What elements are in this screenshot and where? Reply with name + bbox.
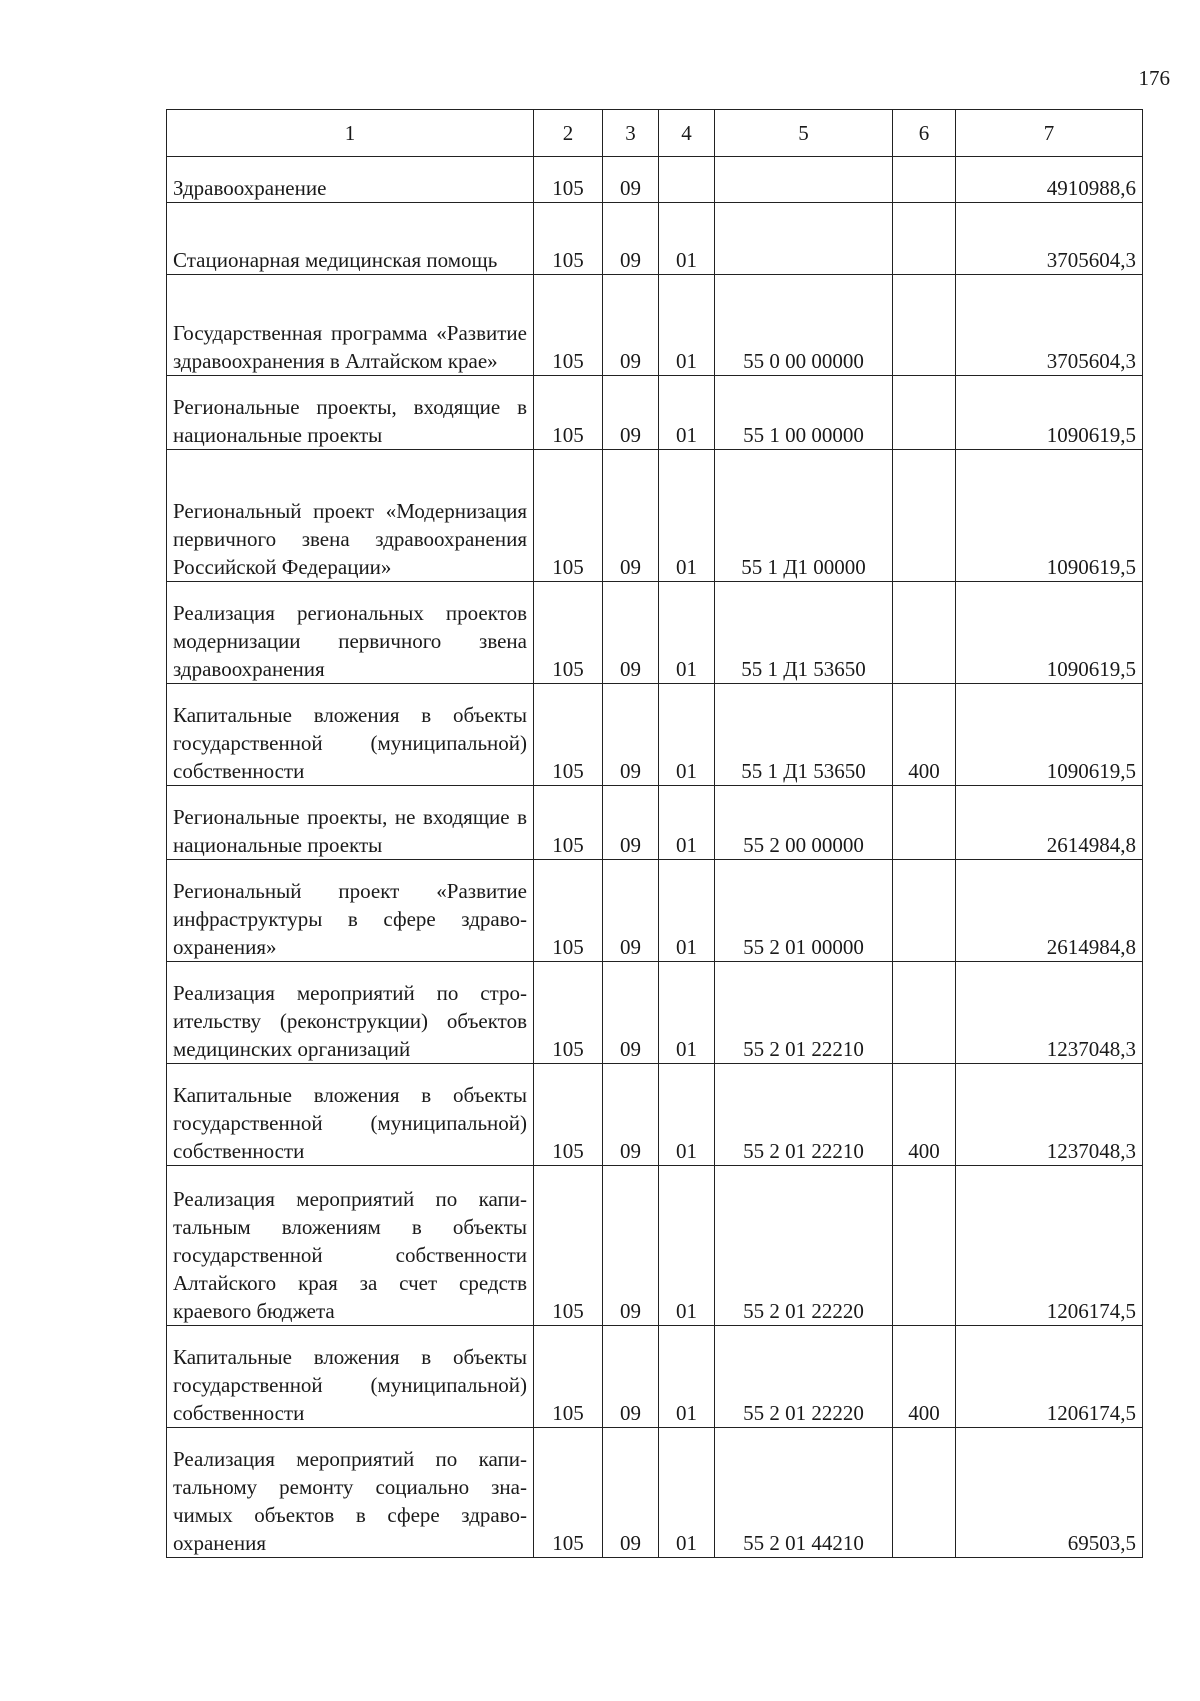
row-name: Реализация мероприятий по капитальному ремонту социально значимых объектов в сфере здравоохранения — [167, 1428, 534, 1558]
row-subsection-code: 01 — [659, 786, 715, 860]
row-ministry-code: 105 — [534, 786, 603, 860]
row-amount: 1206174,5 — [956, 1166, 1143, 1326]
row-name: Региональный проект «Модернизация первичного звена здравоохранения Российской Федерации» — [167, 450, 534, 582]
table-row — [167, 203, 1143, 275]
row-target-code: 55 2 01 22220 — [715, 1326, 893, 1428]
row-target-code: 55 2 00 00000 — [715, 786, 893, 860]
row-subsection-code: 01 — [659, 275, 715, 376]
row-amount: 1090619,5 — [956, 582, 1143, 684]
header-col-2: 2 — [534, 110, 603, 157]
row-name: Капитальные вложения в объекты государственной (муниципальной) собственности — [167, 1064, 534, 1166]
row-name: Реализация мероприятий по капитальным вложениям в объекты государственной собственности Алтайского края за счет средств краевого бюджета — [167, 1166, 534, 1326]
row-amount: 4910988,6 — [956, 157, 1143, 203]
header-col-3: 3 — [603, 110, 659, 157]
row-section-code: 09 — [603, 582, 659, 684]
row-section-code: 09 — [603, 1326, 659, 1428]
row-target-code — [715, 157, 893, 203]
row-amount: 1090619,5 — [956, 376, 1143, 450]
table-row — [167, 1166, 1143, 1326]
row-ministry-code: 105 — [534, 1166, 603, 1326]
row-section-code: 09 — [603, 275, 659, 376]
row-section-code: 09 — [603, 450, 659, 582]
table-row — [167, 860, 1143, 962]
row-expense-type-code — [893, 1428, 956, 1558]
row-subsection-code: 01 — [659, 203, 715, 275]
row-expense-type-code — [893, 450, 956, 582]
row-section-code: 09 — [603, 203, 659, 275]
row-target-code: 55 0 00 00000 — [715, 275, 893, 376]
header-col-4: 4 — [659, 110, 715, 157]
row-ministry-code: 105 — [534, 582, 603, 684]
row-amount: 2614984,8 — [956, 786, 1143, 860]
row-subsection-code — [659, 157, 715, 203]
row-name: Здравоохранение — [167, 157, 534, 203]
row-target-code: 55 1 Д1 53650 — [715, 684, 893, 786]
table-row — [167, 786, 1143, 860]
row-subsection-code: 01 — [659, 1064, 715, 1166]
row-name: Капитальные вложения в объекты государственной (муниципальной) собственности — [167, 684, 534, 786]
row-name: Региональные проекты, не входящие в национальные проекты — [167, 786, 534, 860]
row-subsection-code: 01 — [659, 582, 715, 684]
row-expense-type-code: 400 — [893, 684, 956, 786]
row-name: Реализация мероприятий по строительству (реконструкции) объектов медицинских организаций — [167, 962, 534, 1064]
row-section-code: 09 — [603, 376, 659, 450]
row-amount: 1090619,5 — [956, 450, 1143, 582]
row-subsection-code: 01 — [659, 684, 715, 786]
row-expense-type-code — [893, 203, 956, 275]
header-col-1: 1 — [167, 110, 534, 157]
row-subsection-code: 01 — [659, 1326, 715, 1428]
row-expense-type-code — [893, 786, 956, 860]
row-expense-type-code: 400 — [893, 1326, 956, 1428]
row-ministry-code: 105 — [534, 157, 603, 203]
row-target-code: 55 1 Д1 00000 — [715, 450, 893, 582]
table-row — [167, 1326, 1143, 1428]
row-target-code: 55 2 01 44210 — [715, 1428, 893, 1558]
row-ministry-code: 105 — [534, 376, 603, 450]
row-section-code: 09 — [603, 962, 659, 1064]
row-amount: 1206174,5 — [956, 1326, 1143, 1428]
row-target-code: 55 1 Д1 53650 — [715, 582, 893, 684]
row-amount: 3705604,3 — [956, 275, 1143, 376]
row-expense-type-code — [893, 582, 956, 684]
row-name: Капитальные вложения в объекты государственной (муниципальной) собственности — [167, 1326, 534, 1428]
row-subsection-code: 01 — [659, 962, 715, 1064]
row-name: Региональный проект «Развитие инфраструктуры в сфере здравоохранения» — [167, 860, 534, 962]
row-subsection-code: 01 — [659, 1166, 715, 1326]
row-ministry-code: 105 — [534, 684, 603, 786]
row-target-code: 55 2 01 22220 — [715, 1166, 893, 1326]
row-section-code: 09 — [603, 860, 659, 962]
row-amount: 1237048,3 — [956, 1064, 1143, 1166]
row-section-code: 09 — [603, 1428, 659, 1558]
row-expense-type-code — [893, 157, 956, 203]
row-name: Стационарная медицинская помощь — [167, 203, 534, 275]
row-expense-type-code — [893, 962, 956, 1064]
row-target-code: 55 1 00 00000 — [715, 376, 893, 450]
row-section-code: 09 — [603, 1166, 659, 1326]
row-amount: 2614984,8 — [956, 860, 1143, 962]
row-amount: 1090619,5 — [956, 684, 1143, 786]
row-expense-type-code — [893, 275, 956, 376]
row-subsection-code: 01 — [659, 860, 715, 962]
page-number: 176 — [1138, 66, 1170, 90]
row-name: Реализация региональных проектов модернизации первичного звена здравоохранения — [167, 582, 534, 684]
row-section-code: 09 — [603, 1064, 659, 1166]
budget-table — [166, 109, 1143, 1558]
row-target-code: 55 2 01 22210 — [715, 1064, 893, 1166]
row-amount: 69503,5 — [956, 1428, 1143, 1558]
row-expense-type-code — [893, 376, 956, 450]
row-amount: 1237048,3 — [956, 962, 1143, 1064]
row-ministry-code: 105 — [534, 1064, 603, 1166]
row-name: Государственная программа «Развитие здравоохранения в Алтайском крае» — [167, 275, 534, 376]
row-expense-type-code — [893, 1166, 956, 1326]
table-row — [167, 275, 1143, 376]
table-row — [167, 684, 1143, 786]
row-ministry-code: 105 — [534, 860, 603, 962]
row-ministry-code: 105 — [534, 203, 603, 275]
row-subsection-code: 01 — [659, 1428, 715, 1558]
table-row — [167, 157, 1143, 203]
table-row — [167, 1064, 1143, 1166]
row-target-code — [715, 203, 893, 275]
row-section-code: 09 — [603, 786, 659, 860]
row-ministry-code: 105 — [534, 275, 603, 376]
row-subsection-code: 01 — [659, 376, 715, 450]
row-section-code: 09 — [603, 684, 659, 786]
table-row — [167, 582, 1143, 684]
row-ministry-code: 105 — [534, 962, 603, 1064]
row-ministry-code: 105 — [534, 1326, 603, 1428]
table-row — [167, 1428, 1143, 1558]
row-expense-type-code — [893, 860, 956, 962]
row-ministry-code: 105 — [534, 450, 603, 582]
row-subsection-code: 01 — [659, 450, 715, 582]
row-section-code: 09 — [603, 157, 659, 203]
table-row — [167, 376, 1143, 450]
header-col-6: 6 — [893, 110, 956, 157]
table-row — [167, 450, 1143, 582]
header-row — [167, 110, 1143, 157]
header-col-5: 5 — [715, 110, 893, 157]
table-row — [167, 962, 1143, 1064]
row-target-code: 55 2 01 22210 — [715, 962, 893, 1064]
row-name: Региональные проекты, входящие в национальные проекты — [167, 376, 534, 450]
header-col-7: 7 — [956, 110, 1143, 157]
row-target-code: 55 2 01 00000 — [715, 860, 893, 962]
row-amount: 3705604,3 — [956, 203, 1143, 275]
row-expense-type-code: 400 — [893, 1064, 956, 1166]
row-ministry-code: 105 — [534, 1428, 603, 1558]
